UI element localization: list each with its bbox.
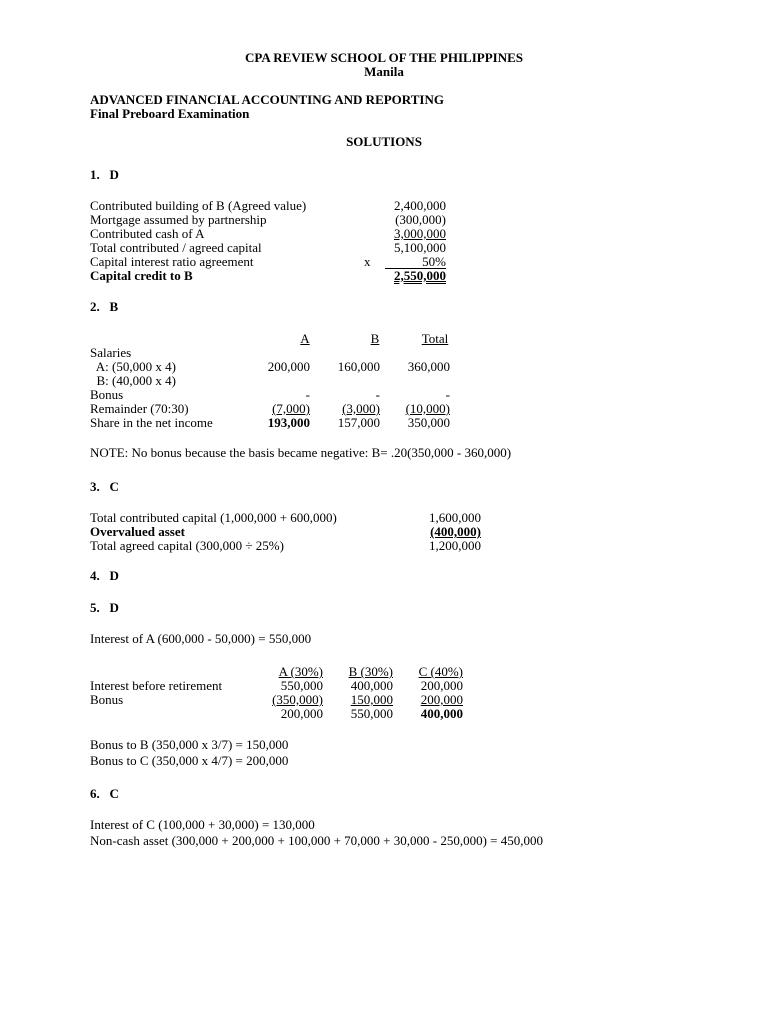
q2-cell: 160,000 bbox=[337, 359, 380, 374]
q2-row-label: A: (50,000 x 4) bbox=[90, 359, 176, 374]
q6-interest-line: Interest of C (100,000 + 30,000) = 130,000 bbox=[90, 817, 315, 832]
q1-value: 2,550,000 bbox=[394, 268, 446, 283]
q5-cell: (350,000) bbox=[272, 692, 323, 707]
q2-cell: 157,000 bbox=[337, 415, 380, 430]
q2-cell: 193,000 bbox=[267, 415, 310, 430]
q1-value: 50% bbox=[385, 255, 446, 269]
q5-cell: 550,000 bbox=[350, 706, 393, 721]
q3-value: 1,200,000 bbox=[429, 538, 481, 553]
q1-value: 3,000,000 bbox=[394, 226, 446, 241]
q1-heading: 1. D bbox=[90, 167, 119, 182]
q1-value: 5,100,000 bbox=[394, 240, 446, 255]
q3-value: (400,000) bbox=[430, 524, 481, 539]
q2-cell: - bbox=[445, 387, 450, 402]
q1-label: Contributed cash of A bbox=[90, 226, 205, 241]
q5-col-header: C (40%) bbox=[418, 664, 463, 679]
q2-cell: - bbox=[375, 387, 380, 402]
q1-value: 2,400,000 bbox=[394, 198, 446, 213]
solutions-heading: SOLUTIONS bbox=[346, 134, 422, 149]
q2-col-header: Total bbox=[421, 331, 449, 346]
q5-cell: 400,000 bbox=[420, 706, 463, 721]
q2-cell: - bbox=[305, 387, 310, 402]
q2-cell: 350,000 bbox=[407, 415, 450, 430]
q2-row-label: Remainder (70:30) bbox=[90, 401, 189, 416]
q5-cell: 200,000 bbox=[280, 706, 323, 721]
q2-col-header: B bbox=[370, 331, 380, 346]
q1-label: Mortgage assumed by partnership bbox=[90, 212, 267, 227]
q5-heading: 5. D bbox=[90, 600, 119, 615]
q1-label: Capital interest ratio agreement bbox=[90, 254, 254, 269]
q1-label: Contributed building of B (Agreed value) bbox=[90, 198, 307, 213]
q3-label: Total agreed capital (300,000 ÷ 25%) bbox=[90, 538, 284, 553]
q5-col-header: B (30%) bbox=[348, 664, 393, 679]
q2-row-label: Bonus bbox=[90, 387, 124, 402]
q5-col-header: A (30%) bbox=[278, 664, 323, 679]
q5-bonus-b: Bonus to B (350,000 x 3/7) = 150,000 bbox=[90, 737, 289, 752]
q3-heading: 3. C bbox=[90, 479, 119, 494]
q2-note: NOTE: No bonus because the basis became negative: B= .20(350,000 - 360,000) bbox=[90, 445, 512, 460]
q5-cell: 550,000 bbox=[280, 678, 323, 693]
subject-title: ADVANCED FINANCIAL ACCOUNTING AND REPORTING bbox=[90, 92, 444, 107]
q5-row-label: Interest before retirement bbox=[90, 678, 223, 693]
q2-row-label: Salaries bbox=[90, 345, 132, 360]
q2-cell: (10,000) bbox=[405, 401, 450, 416]
q2-cell: (7,000) bbox=[272, 401, 310, 416]
exam-title: Final Preboard Examination bbox=[90, 106, 250, 121]
q1-value: (300,000) bbox=[395, 212, 446, 227]
q6-heading: 6. C bbox=[90, 786, 119, 801]
q2-cell: 200,000 bbox=[267, 359, 310, 374]
q2-row-label: Share in the net income bbox=[90, 415, 213, 430]
q5-cell: 200,000 bbox=[420, 678, 463, 693]
q2-cell: (3,000) bbox=[342, 401, 380, 416]
q2-heading: 2. B bbox=[90, 299, 119, 314]
q5-cell: 200,000 bbox=[420, 692, 463, 707]
q3-label: Total contributed capital (1,000,000 + 600,000) bbox=[90, 510, 337, 525]
q5-bonus-c: Bonus to C (350,000 x 4/7) = 200,000 bbox=[90, 753, 289, 768]
q1-multiply-sign: x bbox=[364, 254, 371, 269]
q1-label: Total contributed / agreed capital bbox=[90, 240, 262, 255]
q5-cell: 400,000 bbox=[350, 678, 393, 693]
q2-col-header: A bbox=[300, 331, 310, 346]
q5-cell: 150,000 bbox=[350, 692, 393, 707]
q4-heading: 4. D bbox=[90, 568, 119, 583]
q2-row-label: B: (40,000 x 4) bbox=[90, 373, 176, 388]
q2-cell: 360,000 bbox=[407, 359, 450, 374]
q3-value: 1,600,000 bbox=[429, 510, 481, 525]
q1-label: Capital credit to B bbox=[90, 268, 193, 283]
q6-noncash-line: Non-cash asset (300,000 + 200,000 + 100,000 + 70,000 + 30,000 - 250,000) = 450,000 bbox=[90, 833, 543, 848]
city-subtitle: Manila bbox=[364, 64, 404, 79]
school-title: CPA REVIEW SCHOOL OF THE PHILIPPINES bbox=[245, 50, 523, 65]
q5-row-label: Bonus bbox=[90, 692, 124, 707]
q3-label: Overvalued asset bbox=[90, 524, 185, 539]
q5-interest-line: Interest of A (600,000 - 50,000) = 550,000 bbox=[90, 631, 312, 646]
